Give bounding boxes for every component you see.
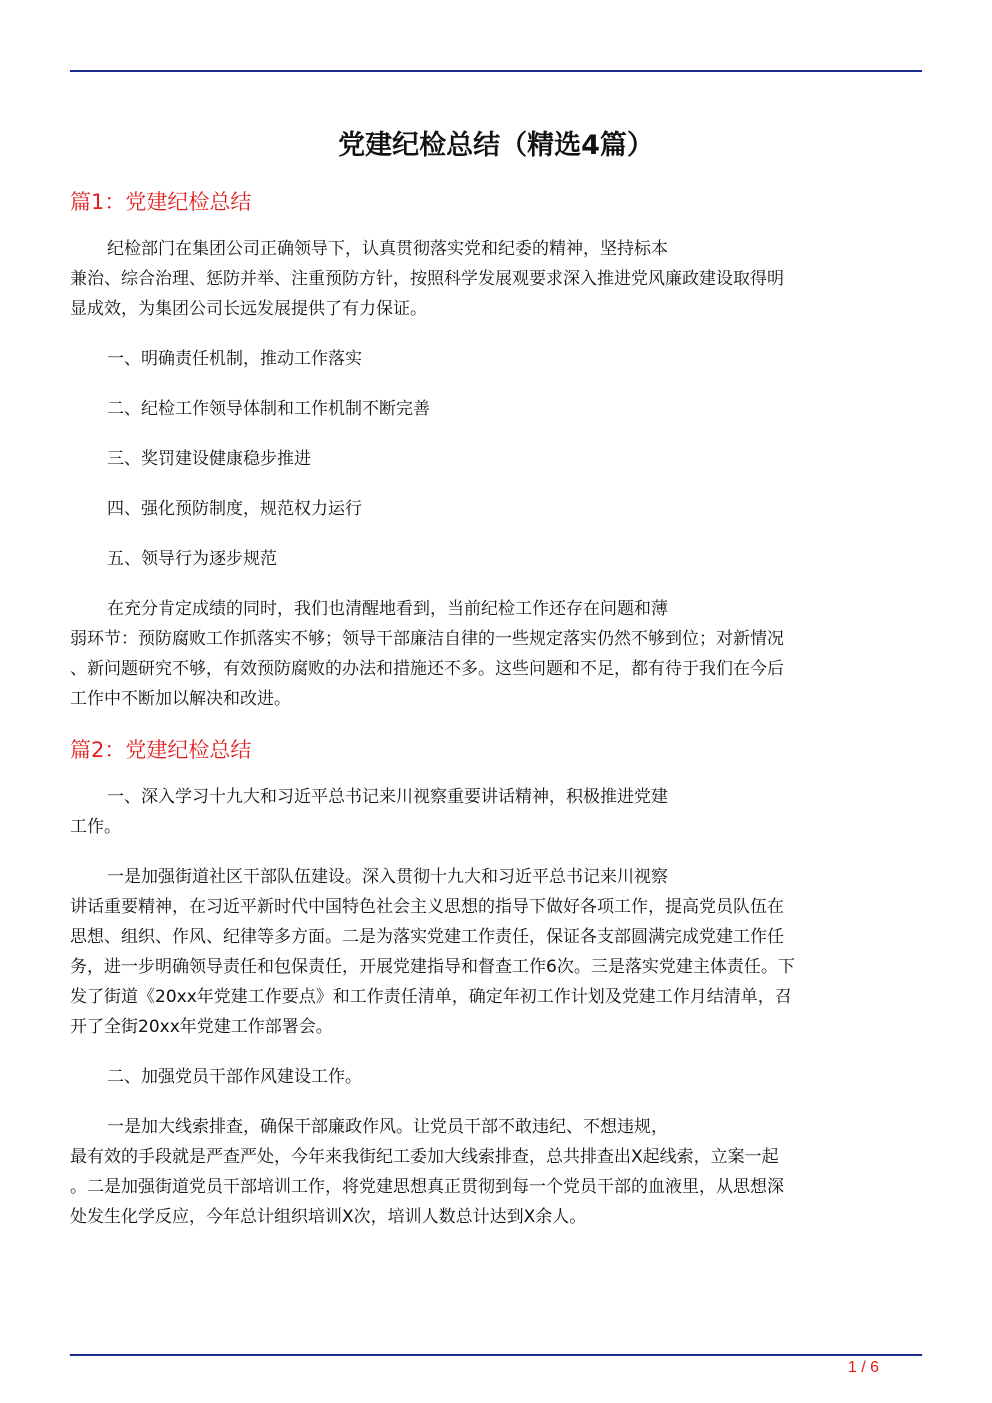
section-1-item-4: 四、强化预防制度，规范权力运行: [107, 499, 362, 519]
section-1-intro: [70, 234, 922, 324]
section-1-heading: 篇1：党建纪检总结: [70, 190, 252, 214]
text-line: 一、深入学习十九大和习近平总书记来川视察重要讲话精神，积极推进党建: [107, 787, 668, 807]
section-2-paragraph-1: [70, 782, 922, 842]
text-line: 兼治、综合治理、惩防并举、注重预防方针，按照科学发展观要求深入推进党风廉政建设取得明: [70, 269, 784, 289]
text-line: 务，进一步明确领导责任和包保责任，开展党建指导和督查工作6次。三是落实党建主体责任。下: [70, 957, 795, 977]
document-title: 党建纪检总结（精选4篇）: [338, 130, 654, 161]
text-line: 开了全街20xx年党建工作部署会。: [70, 1017, 333, 1037]
text-line: 处发生化学反应，今年总计组织培训X次，培训人数总计达到X余人。: [70, 1207, 587, 1227]
section-1-item-5: 五、领导行为逐步规范: [107, 549, 277, 569]
text-line: 思想、组织、作风、纪律等多方面。二是为落实党建工作责任，保证各支部圆满完成党建工作任: [70, 927, 784, 947]
text-line: 。二是加强街道党员干部培训工作，将党建思想真正贯彻到每一个党员干部的血液里，从思想深: [70, 1177, 784, 1197]
section-2-paragraph-2: [70, 862, 922, 1042]
section-1-item-1: 一、明确责任机制，推动工作落实: [107, 349, 362, 369]
text-line: 、新问题研究不够，有效预防腐败的办法和措施还不多。这些问题和不足，都有待于我们在今后: [70, 659, 784, 679]
text-line: 纪检部门在集团公司正确领导下，认真贯彻落实党和纪委的精神，坚持标本: [107, 239, 668, 259]
text-line: 最有效的手段就是严查严处，今年来我街纪工委加大线索排查，总共排查出X起线索，立案一起: [70, 1147, 779, 1167]
text-line: 在充分肯定成绩的同时，我们也清醒地看到，当前纪检工作还存在问题和薄: [107, 599, 668, 619]
section-1-item-2: 二、纪检工作领导体制和工作机制不断完善: [107, 399, 430, 419]
section-2-paragraph-4: [70, 1112, 922, 1232]
text-line: 弱环节：预防腐败工作抓落实不够；领导干部廉洁自律的一些规定落实仍然不够到位；对新情况: [70, 629, 784, 649]
text-line: 讲话重要精神，在习近平新时代中国特色社会主义思想的指导下做好各项工作，提高党员队伍在: [70, 897, 784, 917]
section-2-heading: 篇2：党建纪检总结: [70, 738, 252, 762]
text-line: 工作中不断加以解决和改进。: [70, 689, 291, 709]
page-number: 1 / 6: [847, 1359, 879, 1376]
footer-rule: [70, 1354, 922, 1356]
section-1-item-3: 三、奖罚建设健康稳步推进: [107, 449, 311, 469]
text-line: 发了街道《20xx年党建工作要点》和工作责任清单，确定年初工作计划及党建工作月结清单，召: [70, 987, 792, 1007]
text-line: 显成效，为集团公司长远发展提供了有力保证。: [70, 299, 427, 319]
text-line: 工作。: [70, 817, 121, 837]
document-body: [70, 124, 922, 1252]
header-rule: [70, 70, 922, 72]
text-line: 一是加强街道社区干部队伍建设。深入贯彻十九大和习近平总书记来川视察: [107, 867, 668, 887]
section-1-closing: [70, 594, 922, 714]
section-2-paragraph-3: 二、加强党员干部作风建设工作。: [107, 1067, 362, 1087]
text-line: 一是加大线索排查，确保干部廉政作风。让党员干部不敢违纪、不想违规，: [107, 1117, 668, 1137]
